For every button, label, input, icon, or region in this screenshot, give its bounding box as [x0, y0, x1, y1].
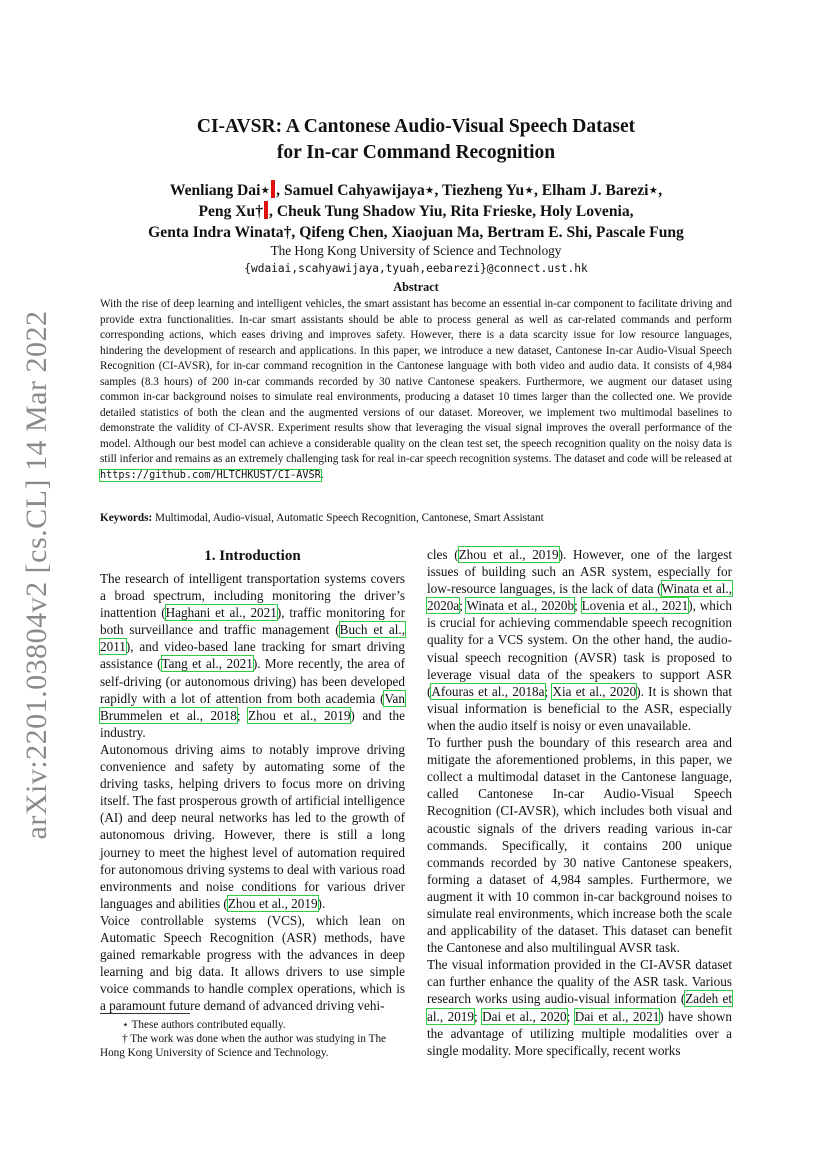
text-run: ). More recently, the area of self-driving (or autonomous driving) has been developed rapidly with a lot of attention from both academia ( [100, 656, 405, 706]
arxiv-stamp [14, 250, 60, 900]
footnotes [100, 1013, 405, 1060]
citation-link[interactable]: Van Brummelen et al., 2018 [100, 690, 405, 723]
authors-line-1 [100, 180, 732, 201]
footnote-equal-contribution: ⋆ These authors contributed equally. [122, 1019, 286, 1031]
abstract-body [100, 297, 732, 484]
intro-paragraph-5: To further push the boundary of this research area and mitigate the aforementioned problems, in this paper, we collect a multimodal dataset in the Cantonese language, called Cantonese In-car Audio-Visual Speech Recognition (CI-AVSR), which includes both visual and acoustic signals of the drivers reading various in-car commands. Specifically, it contains 200 unique commands recorded by 30 native Cantonese speakers, forming a dataset of 4,984 samples. Furthermore, we augment it with 10 common in-car background noises to simulate real environments, which increase both the scale and applicability of the dataset. This dataset can benefit the Cantonese and also multilingual AVSR task. [427, 735, 732, 956]
citation-link[interactable]: Tang et al., 2021 [161, 656, 253, 672]
intro-paragraph-1 [100, 570, 405, 741]
intro-paragraph-3: Voice controllable systems (VCS), which lean on Automatic Speech Recognition (ASR) methods, have gained remarkable progress with the advances in deep learning and big data. It allows drivers to use simple voice commands to handle complex operations, which is a paramount future demand of advanced driving vehi- [100, 912, 405, 1014]
text-run: ; [544, 683, 553, 699]
keywords-label: Keywords: [100, 512, 153, 524]
text-run: ) and the industry. [100, 707, 406, 740]
github-link[interactable]: https://github.com/HLTCHKUST/CI-AVSR [100, 470, 321, 482]
citation-link[interactable]: Afouras et al., 2018a [431, 683, 545, 699]
text-run: ). It is shown that visual information is beneficial to the ASR, especially when the audio itself is noisy or even unavailable. [427, 683, 732, 733]
footnote-link-marker[interactable] [271, 180, 275, 198]
text-run: Autonomous driving aims to notably improve driving convenience and safety by automating some of the driving tasks, helping drivers to focus more on driving itself. The fast prosperous growth of artificial intelligence (AI) and deep neural networks has led to the growth of autonomous driving. However, there is still a long journey to meet the highest level of automation required for autonomous driving systems to deal with various road environments and noise conditions for various driver languages and abilities ( [100, 741, 405, 911]
affiliation: The Hong Kong University of Science and Technology [270, 243, 562, 258]
section-heading-introduction: 1. Introduction [204, 548, 301, 564]
text-run: ; [566, 1008, 575, 1024]
abstract-end: . [320, 469, 324, 482]
citation-link[interactable]: Dai et al., 2021 [574, 1008, 660, 1024]
author-list [100, 180, 732, 243]
authors-line-2 [100, 201, 732, 222]
text-run: ), and video-based lane tracking for smart driving assistance ( [100, 639, 405, 672]
citation-link[interactable]: Zhou et al., 2019 [248, 707, 351, 723]
citation-link[interactable]: Buch et al., 2011 [100, 622, 406, 655]
citation-link[interactable]: Zhou et al., 2019 [227, 895, 318, 911]
text-run: The research of intelligent transportation systems covers a broad spectrum, including monitoring the driver’s inattention ( [100, 571, 405, 621]
intro-paragraph-6 [427, 956, 732, 1059]
citation-link[interactable]: Winata et al., 2020b [466, 598, 575, 614]
citation-link[interactable]: Lovenia et al., 2021 [581, 598, 689, 614]
author-emails: {wdaiai,scahyawijaya,tyuah,eebarezi}@connect.ust.hk [244, 262, 588, 275]
arxiv-stamp-text: arXiv:2201.03804v2 [cs.CL] 14 Mar 2022 [20, 310, 53, 840]
title-line-2: for In-car Command Recognition [276, 142, 556, 163]
citation-link[interactable]: Xia et al., 2020 [552, 683, 637, 699]
text-run: cles ( [427, 547, 459, 562]
text-run: ; [574, 598, 582, 614]
abstract-text: With the rise of deep learning and intelligent vehicles, the smart assistant has become an essential in-car component to facilitate driving and provide extra functionalities. In-car smart assistants should be able to process general as well as car-related commands and perform corresponding actions, which eases driving and improves safety. However, there is a data scarcity issue for low resource languages, hindering the development of research and applications. In this paper, we introduce a new dataset, Cantonese In-car Audio-Visual Speech Recognition (CI-AVSR), for in-car command recognition in the Cantonese language with both video and audio data. It consists of 4,984 samples (8.3 hours) of 200 in-car commands recorded by 30 native Cantonese speakers. Furthermore, we augment our dataset using common in-car background noises to simulate real environments, producing a dataset 10 times larger than the collected one. We provide detailed statistics of both the clean and the augmented versions of our dataset. Moreover, we implement two multimodal baselines to demonstrate the validity of CI-AVSR. Experiment results show that leveraging the visual signal improves the overall performance of the model. Although our best model can achieve a considerable quality on the clean test set, the speech recognition quality on the noisy data is still inferior and remains as an extremely challenging task for real in-car speech recognition systems. The dataset and code will be released at [100, 298, 732, 466]
author-name: Wenliang Dai⋆ [169, 182, 271, 199]
authors-line-3: Genta Indra Winata†, Qifeng Chen, Xiaojuan Ma, Bertram E. Shi, Pascale Fung [148, 224, 684, 241]
title-line-1: CI-AVSR: A Cantonese Audio-Visual Speech Dataset [196, 116, 636, 137]
text-run: ; [459, 598, 467, 614]
citation-link[interactable]: Dai et al., 2020 [482, 1008, 567, 1024]
keywords-text: Multimodal, Audio-visual, Automatic Speech Recognition, Cantonese, Smart Assistant [152, 512, 544, 524]
text-run: ), traffic monitoring for both surveillance and traffic management ( [100, 605, 406, 638]
citation-link[interactable]: Haghani et al., 2021 [165, 605, 277, 621]
paper-title [100, 114, 732, 166]
text-run: ) have shown the advantage of utilizing multiple modalities over a single modality. More specifically, recent works [427, 1008, 732, 1058]
author-names: , Samuel Cahyawijaya⋆, Tiezheng Yu⋆, Elham J. Barezi⋆, [276, 182, 663, 199]
abstract-heading: Abstract [393, 280, 439, 294]
text-run: ). [317, 895, 326, 911]
citation-link[interactable]: Winata et al., 2020a [427, 581, 732, 614]
footnote-work-note: † The work was done when the author was studying in The Hong Kong University of Science and Technology. [100, 1033, 386, 1059]
author-name: Peng Xu† [198, 203, 264, 220]
author-names: , Cheuk Tung Shadow Yiu, Rita Frieske, Holy Lovenia, [269, 203, 634, 220]
text-run: ). However, one of the largest issues of building such an ASR system, especially for low-resource languages, is the lack of data ( [427, 547, 732, 597]
keywords [100, 512, 732, 524]
text-run: ), which is crucial for achieving commendable speech recognition quality for a VCS system. On the other hand, the audio-visual speech recognition (AVSR) task is proposed to leverage visual data of the speakers to support ASR ( [427, 598, 732, 699]
text-run: ; [236, 707, 249, 723]
footnote-link-marker[interactable] [264, 201, 268, 219]
intro-paragraph-4 [427, 546, 732, 734]
right-column [427, 546, 732, 1059]
citation-link[interactable]: Zhou et al., 2019 [458, 547, 559, 562]
text-run: The visual information provided in the CI-AVSR dataset can further enhance the quality of the ASR task. Various research works using audio-visual information ( [427, 957, 732, 1007]
left-column [100, 546, 405, 1014]
footnote-rule [100, 1013, 190, 1014]
intro-paragraph-2 [100, 741, 405, 912]
text-run: ; [473, 1008, 483, 1024]
citation-link[interactable]: Zadeh et al., 2019 [427, 991, 733, 1024]
